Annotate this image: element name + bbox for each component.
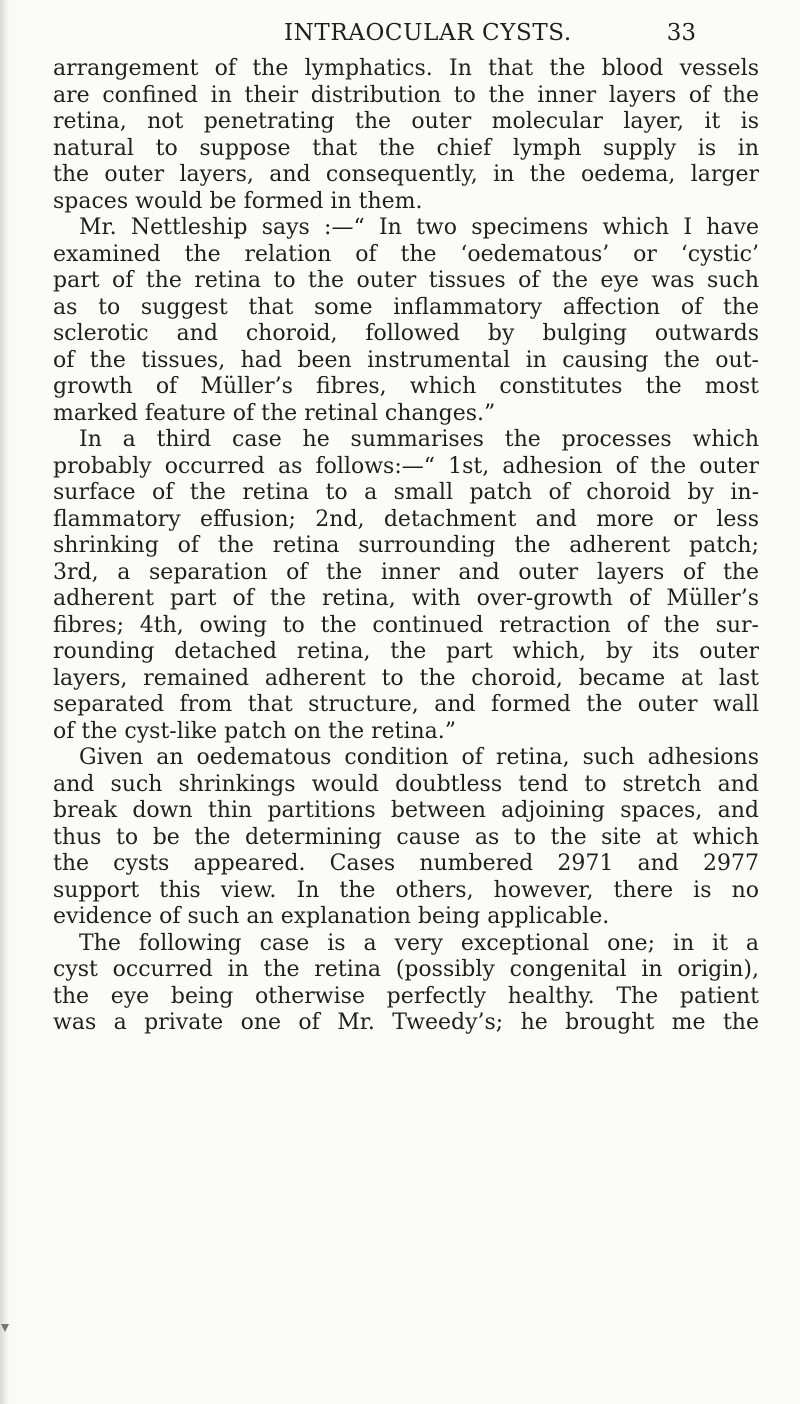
text-line: The following case is a very exceptional one; in it a xyxy=(79,930,759,956)
text-line: arrangement of the lymphatics. In that the blood vessels xyxy=(53,56,759,81)
text-line: support this view. In the others, however, there is no xyxy=(53,877,759,903)
text-line: the cysts appeared. Cases numbered 2971 and 2977 xyxy=(53,851,759,876)
text-line: cyst occurred in the retina (possibly congenital in origin), xyxy=(53,957,759,982)
text-line: Mr. Nettleship says :—“ In two specimens which I have xyxy=(79,215,759,240)
text-line: as to suggest that some inflammatory affection of the xyxy=(53,294,759,320)
text-line: the eye being otherwise perfectly healthy. The patient xyxy=(53,983,759,1009)
text-line: growth of Müller’s fibres, which constitutes the most xyxy=(53,374,759,399)
text-line: evidence of such an explanation being applicable. xyxy=(53,904,610,929)
text-line: thus to be the determining cause as to the site at which xyxy=(53,824,759,850)
text-line: adherent part of the retina, with over-growth of Müller’s xyxy=(53,586,759,611)
text-line: shrinking of the retina surrounding the adherent patch; xyxy=(53,533,759,558)
binding-shadow xyxy=(0,0,8,1404)
text-line: spaces would be formed in them. xyxy=(53,188,423,214)
text-line: part of the retina to the outer tissues of the eye was such xyxy=(53,268,759,293)
text-line: fibres; 4th, owing to the continued retraction of the sur- xyxy=(53,612,759,638)
text-line: flammatory effusion; 2nd, detachment and more or less xyxy=(53,506,759,532)
text-line: surface of the retina to a small patch of choroid by in- xyxy=(53,480,759,505)
text-line: marked feature of the retinal changes.” xyxy=(53,400,496,426)
text-line: sclerotic and choroid, followed by bulging outwards xyxy=(53,321,759,346)
text-line: the outer layers, and consequently, in the oedema, larger xyxy=(53,162,759,187)
text-line: was a private one of Mr. Tweedy’s; he brought me the xyxy=(53,1010,759,1035)
text-line: of the tissues, had been instrumental in causing the out- xyxy=(53,347,759,373)
chapter-title: INTRAOCULAR CYSTS. xyxy=(284,20,572,46)
text-line: Given an oedematous condition of retina, such adhesions xyxy=(79,745,759,770)
page-number: 33 xyxy=(666,20,696,46)
text-line: 3rd, a separation of the inner and outer layers of the xyxy=(53,559,759,585)
text-line: break down thin partitions between adjoining spaces, and xyxy=(53,798,759,823)
text-line: In a third case he summarises the processes which xyxy=(79,427,759,452)
body-text xyxy=(53,56,759,1037)
text-line: rounding detached retina, the part which, by its outer xyxy=(53,639,759,664)
text-line: are confined in their distribution to the inner layers of the xyxy=(53,82,759,108)
text-line: natural to suppose that the chief lymph supply is in xyxy=(53,135,759,161)
page-corner-mark xyxy=(1,1324,9,1332)
text-line: separated from that structure, and formed the outer wall xyxy=(53,692,759,717)
text-line: examined the relation of the ‘oedematous’ or ‘cystic’ xyxy=(53,241,759,267)
text-line: retina, not penetrating the outer molecular layer, it is xyxy=(53,109,759,134)
running-header xyxy=(196,18,696,52)
text-line: probably occurred as follows:—“ 1st, adhesion of the outer xyxy=(53,453,759,479)
text-line: and such shrinkings would doubtless tend to stretch and xyxy=(53,771,759,797)
text-line: layers, remained adherent to the choroid, became at last xyxy=(53,665,759,691)
text-line: of the cyst-like patch on the retina.” xyxy=(53,718,457,744)
